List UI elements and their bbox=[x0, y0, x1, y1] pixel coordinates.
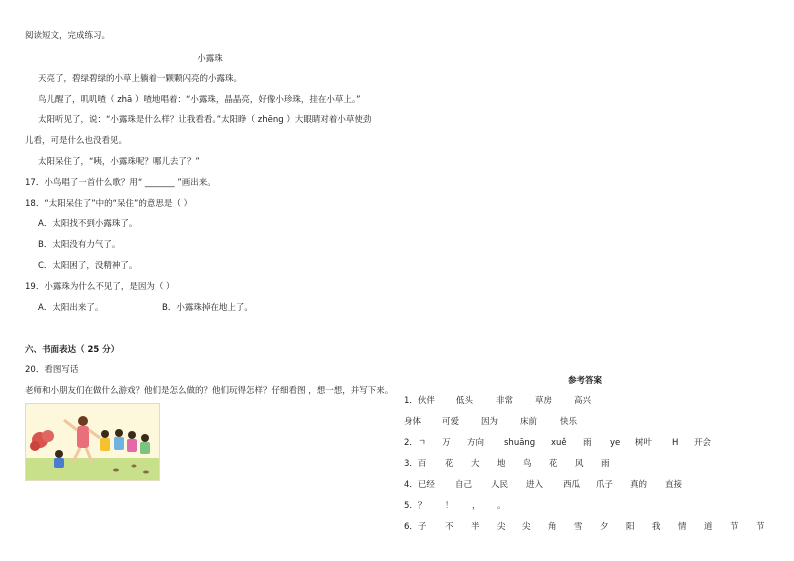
answer-row-4 bbox=[0, 458, 794, 470]
answer-item: 6．子 bbox=[404, 522, 427, 532]
answer-item: 1．伙伴 bbox=[404, 396, 435, 406]
answer-row-5 bbox=[0, 479, 794, 491]
section-6-heading: 六、书面表达（ 25 分） bbox=[25, 345, 120, 355]
answer-item: 不 bbox=[445, 522, 454, 532]
answer-item: 身体 bbox=[404, 417, 422, 427]
question-20-prompt: 老师和小朋友们在做什么游戏？他们是怎么做的？他们玩得怎样？仔细看图 ，想一想，并写下来。 bbox=[25, 386, 394, 396]
answer-item: 因为 bbox=[481, 417, 499, 427]
answer-item: H bbox=[672, 438, 679, 448]
story-paragraph-2: 鸟儿醒了，叽叽喳（ zhā ）喳地唱着：“小露珠，晶晶亮，好像小珍珠，挂在小草上。” bbox=[38, 95, 361, 105]
question-19-option-a: A．太阳出来了。 bbox=[38, 303, 104, 313]
answer-item: 地 bbox=[497, 459, 506, 469]
answer-item: 直接 bbox=[665, 480, 683, 490]
answer-item: 半 bbox=[471, 522, 480, 532]
answer-item: 雨 bbox=[601, 459, 610, 469]
story-paragraph-3: 太阳听见了，说：“小露珠是什么样？让我看看。”太阳睁（ zhēng ）大眼睛对着小草使劲 bbox=[38, 115, 372, 125]
answer-row-1 bbox=[0, 395, 794, 407]
answer-item: 我 bbox=[652, 522, 661, 532]
answer-item: 雪 bbox=[574, 522, 583, 532]
answer-item: 树叶 bbox=[635, 438, 653, 448]
answer-item: 开会 bbox=[694, 438, 712, 448]
question-18-option-a: A．太阳找不到小露珠了。 bbox=[38, 219, 138, 229]
answer-item: 人民 bbox=[491, 480, 509, 490]
answer-item: 道 bbox=[704, 522, 713, 532]
answer-item: 高兴 bbox=[574, 396, 592, 406]
answer-item: ！ bbox=[445, 501, 454, 511]
answer-item: ye bbox=[610, 438, 621, 448]
question-19: 19．小露珠为什么不见了，是因为（ ） bbox=[25, 282, 175, 292]
answer-item: 4．已经 bbox=[404, 480, 435, 490]
answer-item: 可爱 bbox=[442, 417, 460, 427]
story-paragraph-3-cont: 儿看，可是什么也没看见。 bbox=[25, 136, 128, 146]
answer-item: 风 bbox=[575, 459, 584, 469]
answer-item: 西瓜 bbox=[563, 480, 581, 490]
answer-item: shuāng bbox=[504, 438, 536, 448]
answer-item: 阳 bbox=[626, 522, 635, 532]
answer-item: 万 bbox=[442, 438, 451, 448]
answer-item: 低头 bbox=[456, 396, 474, 406]
answer-item: 花 bbox=[549, 459, 558, 469]
answer-item: 节 bbox=[756, 522, 765, 532]
answer-item: 5．？ bbox=[404, 501, 427, 511]
question-17: 17．小鸟唱了一首什么歌？用“ _______ ”画出来。 bbox=[25, 178, 216, 188]
question-18-option-b: B．太阳没有力气了。 bbox=[38, 240, 121, 250]
answer-item: 爪子 bbox=[596, 480, 614, 490]
answer-item: 快乐 bbox=[560, 417, 578, 427]
question-20: 20．看图写话 bbox=[25, 365, 79, 375]
answer-row-3 bbox=[0, 437, 794, 449]
answer-item: 真的 bbox=[630, 480, 648, 490]
answer-item: 方向 bbox=[467, 438, 485, 448]
answer-row-2 bbox=[0, 416, 794, 428]
answer-item: 情 bbox=[678, 522, 687, 532]
answer-row-6 bbox=[0, 500, 794, 512]
answer-item: 鸟 bbox=[523, 459, 532, 469]
answer-item: 大 bbox=[471, 459, 480, 469]
story-paragraph-1: 天亮了，碧绿碧绿的小草上躺着一颗颗闪亮的小露珠。 bbox=[38, 74, 243, 84]
answer-item: 角 bbox=[548, 522, 557, 532]
answer-item: 2．ㄱ bbox=[404, 438, 427, 448]
story-title: 小露珠 bbox=[197, 54, 223, 64]
answer-item: 雨 bbox=[583, 438, 592, 448]
answer-item: 草房 bbox=[535, 396, 553, 406]
question-19-option-b: B．小露珠掉在地上了。 bbox=[162, 303, 253, 313]
answers-heading: 参考答案 bbox=[567, 376, 602, 386]
story-paragraph-4: 太阳呆住了，“咦，小露珠呢？哪儿去了？” bbox=[38, 157, 200, 167]
intro-instruction: 阅读短文，完成练习。 bbox=[25, 31, 111, 41]
answer-item: ， bbox=[472, 501, 481, 511]
question-18: 18．“太阳呆住了”中的“呆住”的意思是（ ） bbox=[25, 199, 193, 209]
answer-item: 尖 bbox=[522, 522, 531, 532]
answer-item: 花 bbox=[445, 459, 454, 469]
answer-item: 3．百 bbox=[404, 459, 427, 469]
answer-item: 自己 bbox=[455, 480, 473, 490]
answer-item: 进入 bbox=[526, 480, 544, 490]
answer-item: xuě bbox=[551, 438, 567, 448]
answer-item: 尖 bbox=[497, 522, 506, 532]
answer-item: 夕 bbox=[600, 522, 609, 532]
question-18-option-c: C．太阳困了，没精神了。 bbox=[38, 261, 138, 271]
answer-item: 非常 bbox=[496, 396, 514, 406]
answer-item: 节 bbox=[730, 522, 739, 532]
answer-item: 。 bbox=[497, 501, 506, 511]
answer-row-7 bbox=[0, 521, 794, 533]
answer-item: 床前 bbox=[520, 417, 538, 427]
